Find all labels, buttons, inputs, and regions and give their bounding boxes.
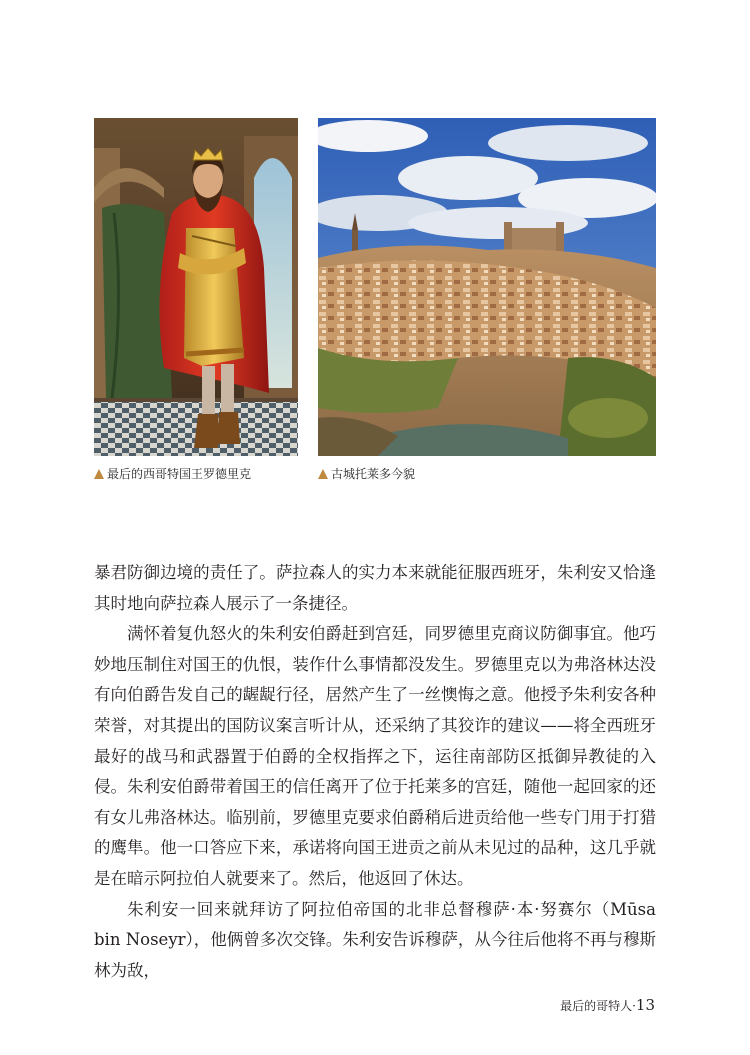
caption-text: 古城托莱多今貌 <box>331 467 416 481</box>
toledo-cityscape <box>318 118 656 456</box>
caption-triangle-icon <box>94 469 104 479</box>
body-text <box>94 558 656 986</box>
running-title: 最后的哥特人· <box>560 999 636 1013</box>
page-number: 13 <box>635 996 655 1014</box>
caption-triangle-icon <box>318 469 328 479</box>
page-footer <box>560 996 655 1014</box>
paragraph: 暴君防御边境的责任了。萨拉森人的实力本来就能征服西班牙，朱利安又恰逢其时地向萨拉森人展示了一条捷径。 <box>94 563 656 613</box>
roderic-portrait-image <box>94 118 298 456</box>
caption-text: 最后的西哥特国王罗德里克 <box>107 467 252 481</box>
toledo-city-photo <box>318 118 656 456</box>
figure-caption-king <box>94 466 251 482</box>
roderic-portrait-painting <box>94 118 298 456</box>
figure-caption-toledo <box>318 466 415 482</box>
paragraph: 朱利安一回来就拜访了阿拉伯帝国的北非总督穆萨·本·努赛尔（Mūsa bin Noseyr），他俩曾多次交锋。朱利安告诉穆萨，从今往后他将不再与穆斯林为敌， <box>94 899 656 980</box>
paragraph: 满怀着复仇怒火的朱利安伯爵赶到宫廷，同罗德里克商议防御事宜。他巧妙地压制住对国王的仇恨，装作什么事情都没发生。罗德里克以为弗洛林达没有向伯爵告发自己的龌龊行径，居然产生了一丝懊悔之意。他授予朱利安各种荣誉，对其提出的国防议案言听计从，还采纳了其狡诈的建议——将全西班牙最好的战马和武器置于伯爵的全权指挥之下，运往南部防区抵御异教徒的入侵。朱利安伯爵带着国王的信任离开了位于托莱多的宫廷，随他一起回家的还有女儿弗洛林达。临别前，罗德里克要求伯爵稍后进贡给他一些专门用于打猎的鹰隼。他一口答应下来，承诺将向国王进贡之前从未见过的品种，这几乎就是在暗示阿拉伯人就要来了。然后，他返回了休达。 <box>94 624 656 888</box>
